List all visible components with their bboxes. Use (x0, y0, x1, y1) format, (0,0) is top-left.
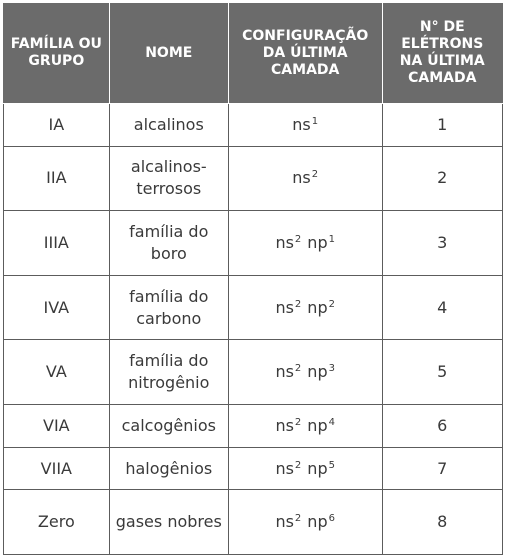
config-exponent: 2 (311, 169, 319, 181)
table-header (4, 3, 503, 104)
config-base-p: np (307, 458, 328, 478)
cell-family: Zero (4, 490, 110, 555)
config-exponent-p: 4 (328, 416, 335, 428)
config-exponent-p: 2 (328, 298, 335, 310)
cell-electrons: 3 (382, 211, 503, 276)
cell-family: IVA (4, 275, 110, 340)
config-exponent: 2 (294, 298, 302, 310)
cell-config (228, 340, 382, 405)
config-base: ns (292, 114, 311, 134)
cell-name: halogênios (109, 447, 228, 490)
cell-config (228, 275, 382, 340)
cell-electrons: 8 (382, 490, 503, 555)
cell-name: calcogênios (109, 405, 228, 448)
config-base-p: np (307, 512, 328, 532)
cell-name: família do nitrogênio (109, 340, 228, 405)
cell-config (228, 447, 382, 490)
config-base-p: np (307, 297, 328, 317)
cell-electrons: 2 (382, 146, 503, 211)
cell-name: alcalinos (109, 104, 228, 147)
header-row (4, 3, 503, 104)
table-row (4, 447, 503, 490)
cell-family: VIA (4, 405, 110, 448)
config-exponent-p: 5 (328, 459, 335, 471)
cell-family: VA (4, 340, 110, 405)
cell-name: alcalinos-terrosos (109, 146, 228, 211)
cell-name: gases nobres (109, 490, 228, 555)
config-base-p: np (307, 362, 328, 382)
config-exponent-p: 3 (328, 363, 335, 375)
header-family: FAMÍLIA OU GRUPO (4, 3, 110, 104)
cell-config (228, 490, 382, 555)
config-base: ns (275, 297, 294, 317)
cell-family: VIIA (4, 447, 110, 490)
cell-electrons: 1 (382, 104, 503, 147)
table-row (4, 275, 503, 340)
table-row (4, 340, 503, 405)
config-base: ns (275, 233, 294, 253)
config-exponent: 2 (294, 416, 302, 428)
header-name: NOME (109, 3, 228, 104)
config-exponent: 2 (294, 363, 302, 375)
config-exponent: 2 (294, 459, 302, 471)
table-row (4, 405, 503, 448)
config-base: ns (275, 458, 294, 478)
cell-electrons: 6 (382, 405, 503, 448)
config-exponent: 2 (294, 234, 302, 246)
table-body (4, 104, 503, 555)
cell-name: família do carbono (109, 275, 228, 340)
cell-config (228, 146, 382, 211)
periodic-families-table (3, 3, 503, 555)
header-configuration: CONFIGURAÇÃO DA ÚLTIMA CAMADA (228, 3, 382, 104)
cell-config (228, 104, 382, 147)
config-exponent: 1 (311, 115, 319, 127)
config-exponent-p: 1 (328, 234, 335, 246)
config-base: ns (292, 168, 311, 188)
cell-name: família do boro (109, 211, 228, 276)
cell-family: IIA (4, 146, 110, 211)
config-base-p: np (307, 415, 328, 435)
config-base: ns (275, 415, 294, 435)
config-exponent-p: 6 (328, 513, 335, 525)
cell-electrons: 5 (382, 340, 503, 405)
cell-config (228, 211, 382, 276)
cell-config (228, 405, 382, 448)
table-row (4, 490, 503, 555)
cell-electrons: 4 (382, 275, 503, 340)
table-row (4, 104, 503, 147)
cell-family: IA (4, 104, 110, 147)
config-base-p: np (307, 233, 328, 253)
config-exponent: 2 (294, 513, 302, 525)
config-base: ns (275, 512, 294, 532)
config-base: ns (275, 362, 294, 382)
cell-family: IIIA (4, 211, 110, 276)
table-row (4, 211, 503, 276)
header-electrons: N° DE ELÉTRONS NA ÚLTIMA CAMADA (382, 3, 503, 104)
table-row (4, 146, 503, 211)
cell-electrons: 7 (382, 447, 503, 490)
